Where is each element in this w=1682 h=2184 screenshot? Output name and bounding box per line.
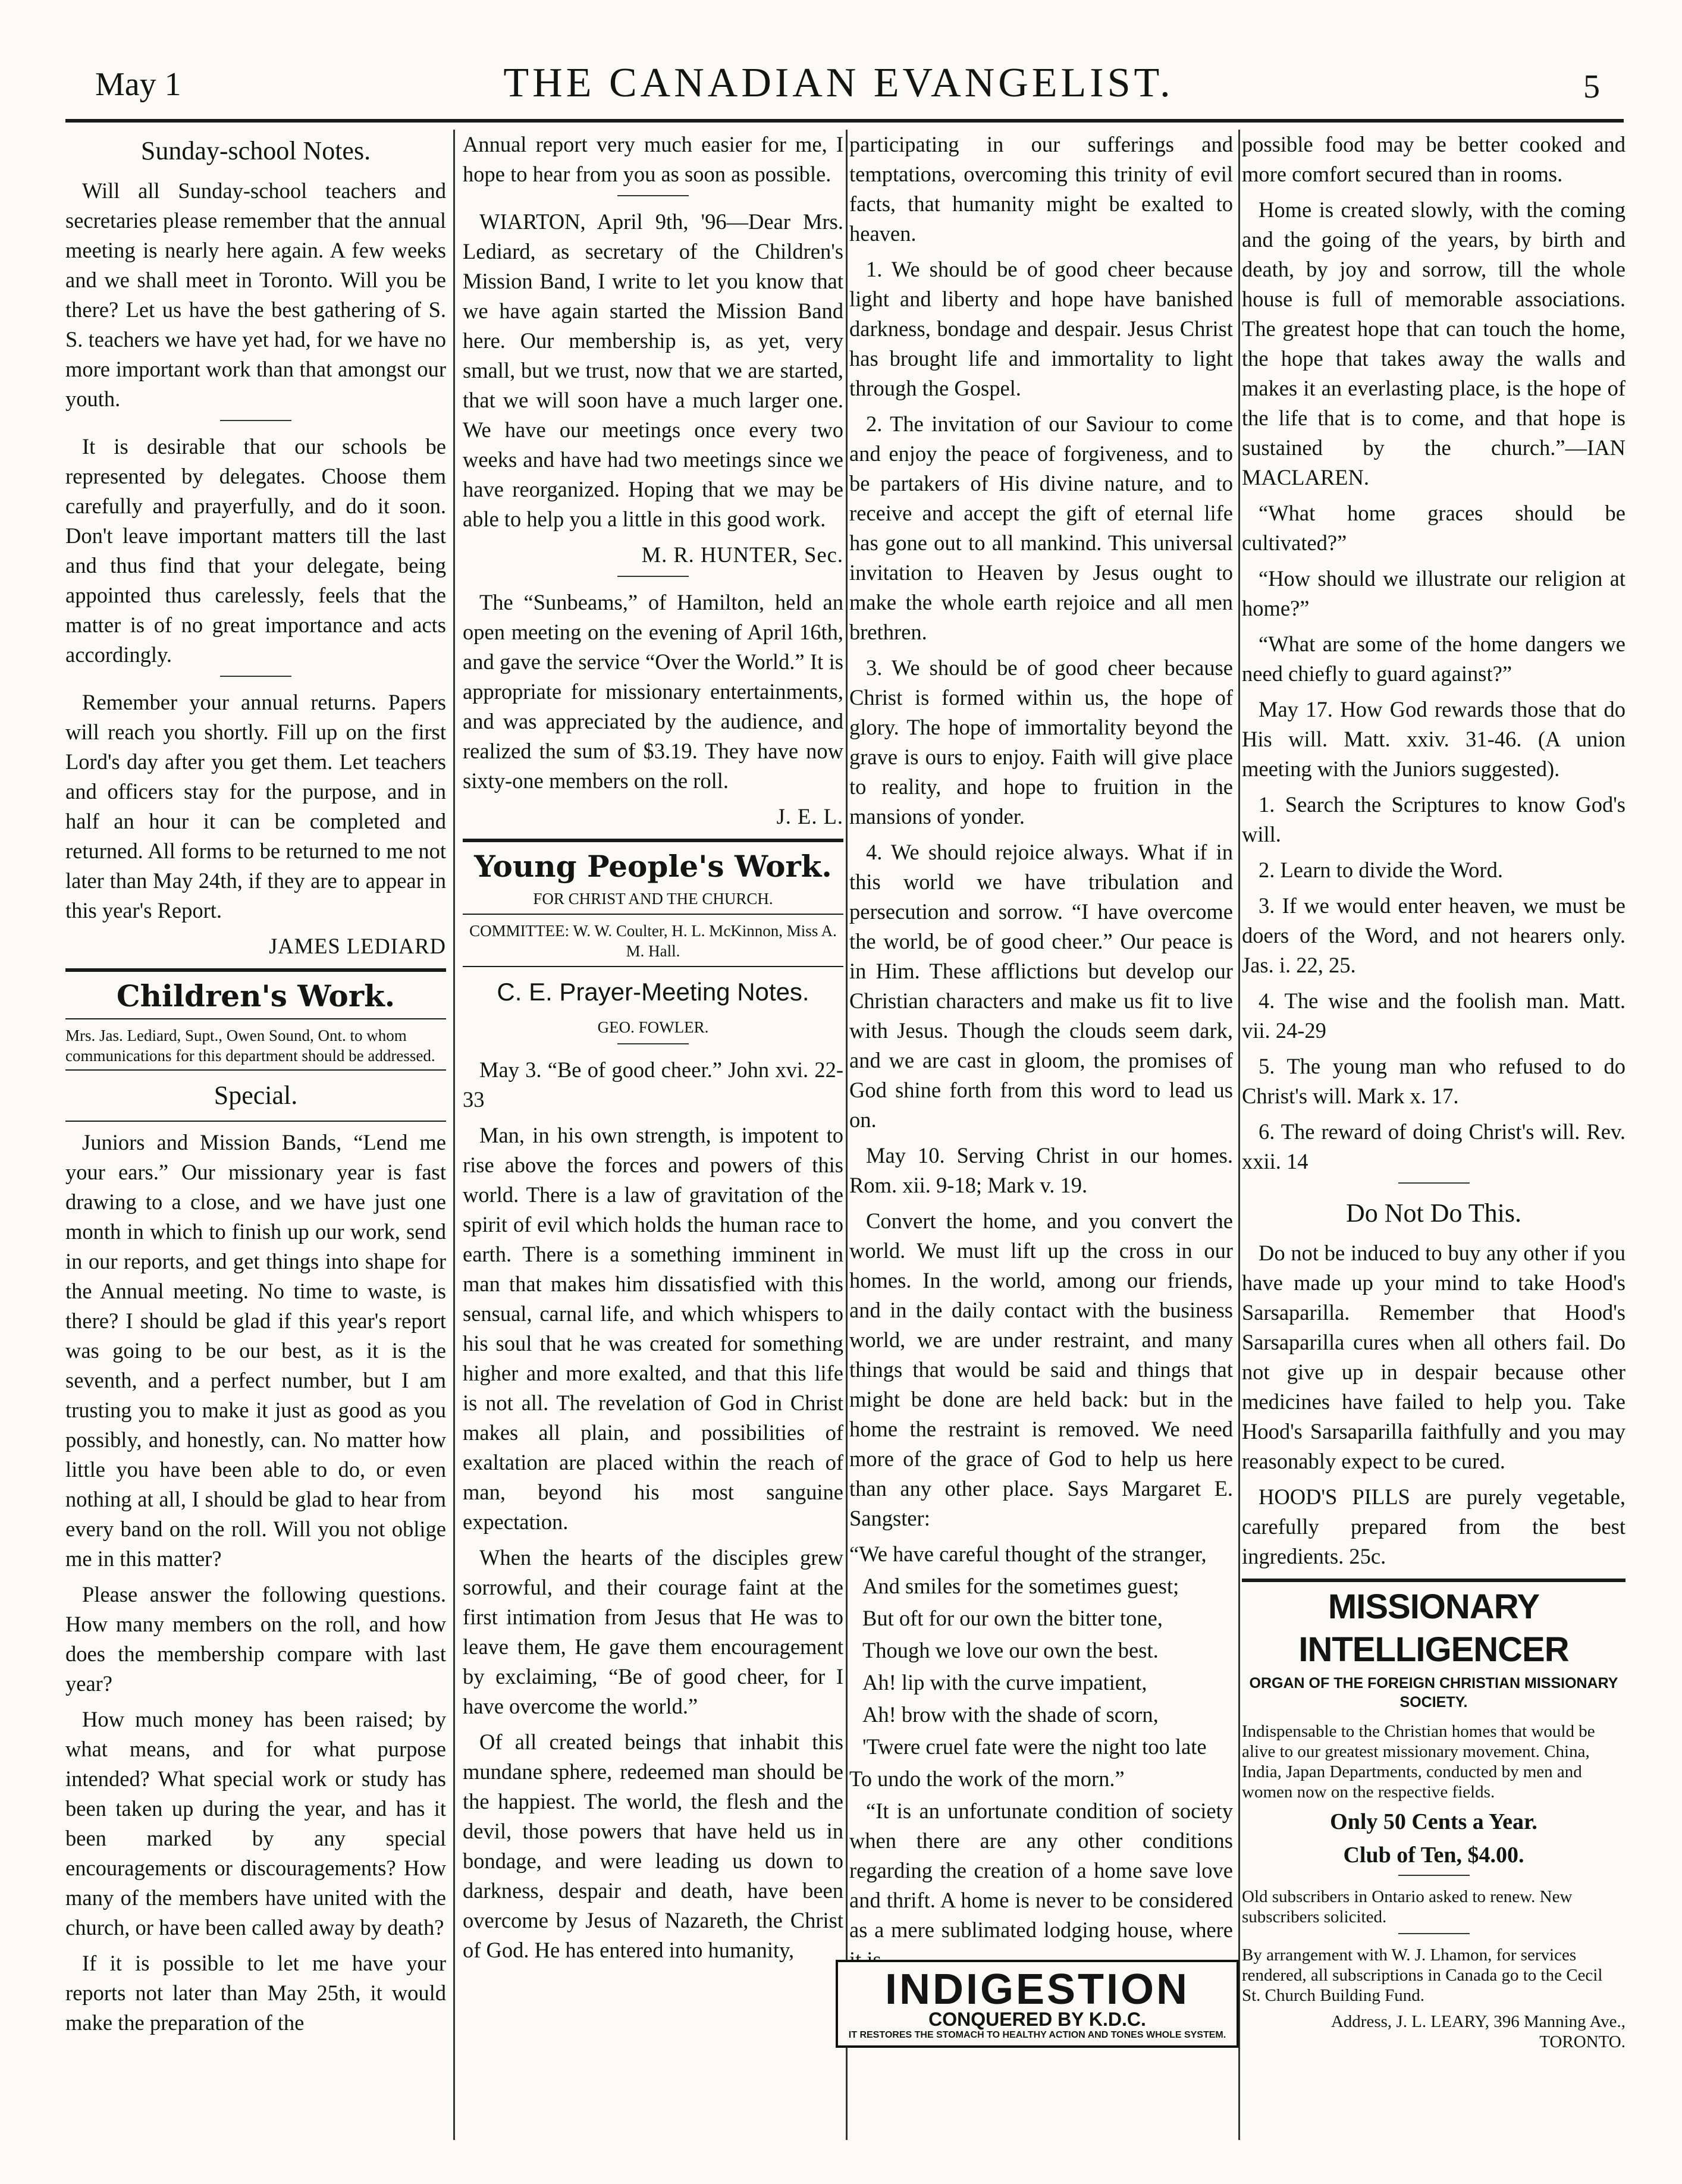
section-rule — [1242, 1579, 1625, 1582]
section-rule — [463, 966, 843, 967]
article-paragraph: Of all created beings that inhabit this mundane sphere, redeemed man should be the happiest. The world, the flesh and the devil, those powers that have held us in bondage, and were leading us down to darkness, despair and death, have been overcome by Jesus of Nazareth, the Christ of God. He has entered into humanity, — [463, 1730, 843, 1962]
section-rule — [65, 1121, 446, 1122]
column-divider — [846, 130, 848, 2140]
ad-headline: INDIGESTION — [884, 1966, 1190, 2013]
renewal-note: Old subscribers in Ontario asked to renew. New subscribers solicited. — [1242, 1887, 1573, 1926]
section-rule — [463, 839, 843, 842]
article-paragraph: Annual report very much easier for me, I hope to hear from you as soon as possible. — [463, 132, 843, 186]
separator — [617, 576, 689, 577]
ce-notes-heading: C. E. Prayer-Meeting Notes. — [497, 978, 809, 1006]
separator — [617, 1043, 689, 1044]
column-3 — [849, 130, 1233, 2140]
separator — [617, 195, 689, 196]
article-paragraph: Man, in his own strength, is impotent to rise above the forces and powers of this world. There is a law of gravitation of the spirit of evil which holds the human race to earth. There is a something imminent in man that makes him dissatisfied with this sensual, carnal life, and which whispers to his soul that he was created for something higher and more exalted, and that this life is not all. The revelation of God in Christ makes all plain, and possibilities of exaltation are placed within the reach of man, beyond his most sanguine expectation. — [463, 1123, 843, 1534]
list-item: 6. The reward of doing Christ's will. Rev. xxii. 14 — [1242, 1119, 1625, 1173]
article-paragraph: It is desirable that our schools be represented by delegates. Choose them carefully and prayerfully, and do it soon. Don't leave important matters till the last and thus find that your delegate, being appointed thus carelessly, feels that the matter is of no great importance and acts accordingly. — [65, 434, 446, 667]
article-paragraph: Juniors and Mission Bands, “Lend me your ears.” Our missionary year is fast drawing to a close, and we have just one month in which to finish up our work, send in our reports, and get things into shape for the Annual meeting. No time to waste, is there? I should be glad if this year's report was going to be our best, as it is the seventh, and a perfect number, but I am trusting you to make it just as good as you possibly, and honestly, can. No matter how little you have been able to do, or even nothing at all, I should be glad to hear from every band on the roll. Will you not oblige me in this matter? — [65, 1130, 446, 1571]
price-line: Only 50 Cents a Year. — [1330, 1809, 1537, 1834]
missionary-intelligencer-subtitle: ORGAN OF THE FOREIGN CHRISTIAN MISSIONARY SOCIETY. — [1249, 1675, 1618, 1711]
poem-line: To undo the work of the morn.” — [849, 1766, 1125, 1791]
poem-line: “We have careful thought of the stranger, — [849, 1542, 1207, 1566]
poem-line: Ah! brow with the shade of scorn, — [862, 1702, 1159, 1727]
poem-line: Though we love our own the best. — [862, 1638, 1159, 1662]
column-2 — [463, 130, 843, 2140]
article-paragraph: How much money has been raised; by what means, and for what purpose intended? What special work or study has been taken up during the year, and has it been marked by any special encouragements or discouragements? How many of the members have united with the church, or have been called away by death? — [65, 1707, 446, 1940]
poem-line: Ah! lip with the curve impatient, — [862, 1670, 1147, 1695]
question-line: “How should we illustrate our religion at home?” — [1242, 566, 1625, 620]
article-paragraph: The “Sunbeams,” of Hamilton, held an open meeting on the evening of April 16th, and gave the service “Over the World.” It is appropriate for missionary entertainments, and was appreciated by the audience, and realized the sum of $3.19. They have now sixty-one members on the roll. — [463, 590, 843, 793]
do-not-do-this-heading: Do Not Do This. — [1346, 1198, 1521, 1228]
poem-line: 'Twere cruel fate were the night too late — [862, 1734, 1207, 1759]
special-heading: Special. — [214, 1081, 298, 1110]
missionary-intelligencer-title: MISSIONARY INTELLIGENCER — [1298, 1587, 1569, 1669]
masthead — [71, 42, 1606, 125]
list-item: 2. Learn to divide the Word. — [1259, 858, 1503, 882]
numbered-paragraph: 3. We should be of good cheer because Christ is formed within us, the hope of glory. The hope of immortality beyond the grave is ours to enjoy. Faith will give place to reality, and hope to fruition in the mansions of yonder. — [849, 655, 1233, 829]
article-paragraph: May 3. “Be of good cheer.” John xvi. 22-33 — [463, 1058, 843, 1112]
kdc-advertisement — [836, 1960, 1239, 2048]
ad-subline: CONQUERED BY K.D.C. — [928, 2009, 1146, 2030]
list-item: 5. The young man who refused to do Christ's will. Mark x. 17. — [1242, 1054, 1625, 1108]
section-rule — [65, 968, 446, 972]
section-rule — [65, 1018, 446, 1019]
poem — [849, 1539, 1233, 1794]
sunday-school-heading: Sunday-school Notes. — [140, 136, 371, 165]
signature: J. E. L. — [776, 804, 843, 829]
article-paragraph: Please answer the following questions. How many members on the roll, and how does the membership compare with last year? — [65, 1582, 446, 1696]
article-paragraph: HOOD'S PILLS are purely vegetable, carefully prepared from the best ingredients. 25c. — [1242, 1485, 1625, 1568]
newspaper-title: THE CANADIAN EVANGELIST. — [503, 60, 1174, 106]
signature: M. R. HUNTER, Sec. — [641, 542, 843, 567]
issue-date: May 1 — [95, 66, 181, 103]
ad-tagline: IT RESTORES THE STOMACH TO HEALTHY ACTION AND TONES WHOLE SYSTEM. — [848, 2030, 1226, 2040]
numbered-paragraph: 4. We should rejoice always. What if in this world we have tribulation and persecution and sorrow. “I have overcome the world, be of good cheer.” Our peace is in Him. These afflictions but develop our Christian characters and make us fit to live with Jesus. Though the clouds seem dark, and we are cast in gloom, the promises of God shine forth from this word to lead us on. — [849, 840, 1233, 1132]
section-rule — [65, 1069, 446, 1071]
page-number: 5 — [1583, 68, 1600, 105]
club-price-line: Club of Ten, $4.00. — [1343, 1843, 1524, 1868]
question-line: “What home graces should be cultivated?” — [1242, 501, 1625, 555]
column-divider — [1238, 130, 1240, 2140]
article-paragraph: When the hearts of the disciples grew sorrowful, and their courage faint at the first intimation from Jesus that He was to leave them, He gave them encouragement by exclaiming, “Be of good cheer, for I have overcome the world.” — [463, 1545, 843, 1718]
separator — [220, 420, 291, 421]
childrens-work-heading: Children's Work. — [116, 978, 396, 1013]
numbered-paragraph: 1. We should be of good cheer because light and liberty and hope have banished darkness, bondage and despair. Jesus Christ has brought life and immortality to light through the Gospel. — [849, 257, 1233, 400]
column-divider — [453, 130, 455, 2140]
separator — [220, 676, 291, 677]
separator — [1398, 1933, 1470, 1934]
numbered-paragraph: 2. The invitation of our Saviour to come and enjoy the peace of forgiveness, and to be partakers of His divine nature, and to receive and accept the gift of eternal life has gone out to all mankind. This universal invitation to Heaven by Jesus ought to make the whole earth rejoice and all men brethren. — [849, 412, 1233, 644]
article-paragraph: Will all Sunday-school teachers and secretaries please remember that the annual meeting is nearly here again. A few weeks and we shall meet in Toronto. Will you be there? Let us have the best gathering of S. S. teachers we have yet had, for we have no more important work than that amongst our youth. — [65, 178, 446, 411]
section-subtitle: FOR CHRIST AND THE CHURCH. — [533, 890, 773, 908]
ad-body: Indispensable to the Christian homes that would be alive to our greatest missionary movement. China, India, Japan Departments, conducted by men and women now on the respective fields. — [1242, 1722, 1595, 1802]
section-rule — [463, 914, 843, 915]
committee-line: COMMITTEE: W. W. Coulter, H. L. McKinnon, Miss A. M. Hall. — [469, 922, 837, 960]
column-4 — [1242, 130, 1625, 2140]
header-rule — [65, 119, 1624, 123]
young-peoples-work-heading: Young People's Work. — [474, 849, 832, 884]
article-paragraph: May 17. How God rewards those that do His will. Matt. xxiv. 31-46. (A union meeting with the Juniors suggested). — [1242, 697, 1625, 781]
column-1 — [65, 130, 446, 2140]
arrangement-note: By arrangement with W. J. Lhamon, for services rendered, all subscriptions in Canada go to the Cecil St. Church Building Fund. — [1242, 1945, 1603, 2005]
list-item: 3. If we would enter heaven, we must be doers of the Word, and not hearers only. Jas. i. 22, 25. — [1242, 893, 1625, 977]
article-paragraph: “It is an unfortunate condition of society when there are any other conditions regarding the creation of a home save love and thrift. A home is never to be considered as a mere sublimated lodging house, where — [849, 1799, 1233, 1942]
separator — [1398, 1875, 1470, 1876]
article-paragraph: Convert the home, and you convert the world. We must lift up the cross in our homes. In the world, among our friends, and in the daily contact with the business world, we are under restraint, and many things that would be said and things that might be done are held back: but in the home the restraint is removed. We need more of the grace of God to help us here than any other place. Says Margaret E. Sangster: — [849, 1209, 1233, 1530]
article-paragraph: Remember your annual returns. Papers will reach you shortly. Fill up on the first Lord's day after you get them. Let teachers and officers stay for the purpose, and in half an hour it can be completed and returned. All forms to be returned to me not later than May 24th, if they are to appear in this year's Report. — [65, 690, 446, 922]
article-paragraph: participating in our sufferings and temptations, overcoming this trinity of evil facts, that humanity might be exalted to heaven. — [849, 132, 1233, 246]
poem-line: And smiles for the sometimes guest; — [862, 1574, 1179, 1598]
article-paragraph: possible food may be better cooked and more comfort secured than in rooms. — [1242, 132, 1625, 186]
article-paragraph: May 10. Serving Christ in our homes. Rom. xii. 9-18; Mark v. 19. — [849, 1143, 1233, 1197]
department-note: Mrs. Jas. Lediard, Supt., Owen Sound, Ont. to whom communications for this department should be addressed. — [65, 1027, 435, 1065]
letter-paragraph: WIARTON, April 9th, '96—Dear Mrs. Lediard, as secretary of the Children's Mission Band, I write to let you know that we have again started the Mission Band here. Our membership is, as yet, very small, but we trust, now that we are started, that we will soon have a much larger one. We have our meetings once every two weeks and have had two meetings since we have reorganized. Hoping that we may be able to help you a little in this good work. — [463, 209, 843, 531]
address-line: Address, J. L. LEARY, 396 Manning Ave., TORONTO. — [1330, 2012, 1625, 2051]
author-line: GEO. FOWLER. — [597, 1018, 709, 1036]
list-item: 4. The wise and the foolish man. Matt. vii. 24-29 — [1242, 989, 1625, 1043]
article-paragraph: Home is created slowly, with the coming and the going of the years, by birth and death, by joy and sorrow, till the whole house is full of memorable associations. The greatest hope that can touch the home, the hope that takes away the walls and makes it an everlasting place, is the hope of the life that is to come, and that hope is sustained by the church.”—IAN MACLAREN. — [1242, 197, 1625, 489]
question-line: “What are some of the home dangers we need chiefly to guard against?” — [1242, 632, 1625, 686]
list-item: 1. Search the Scriptures to know God's will. — [1242, 792, 1625, 846]
separator — [1398, 1182, 1470, 1184]
article-paragraph: If it is possible to let me have your reports not later than May 25th, it would make the preparation of the — [65, 1951, 446, 2035]
signature: JAMES LEDIARD — [269, 934, 446, 958]
article-paragraph: Do not be induced to buy any other if you have made up your mind to take Hood's Sarsaparilla. Remember that Hood's Sarsaparilla cures when all others fail. Do not give up in despair because other medicines have failed to help you. Take Hood's Sarsaparilla faithfully and you may reasonably expect to be cured. — [1242, 1241, 1625, 1473]
poem-line: But oft for our own the bitter tone, — [862, 1606, 1163, 1630]
